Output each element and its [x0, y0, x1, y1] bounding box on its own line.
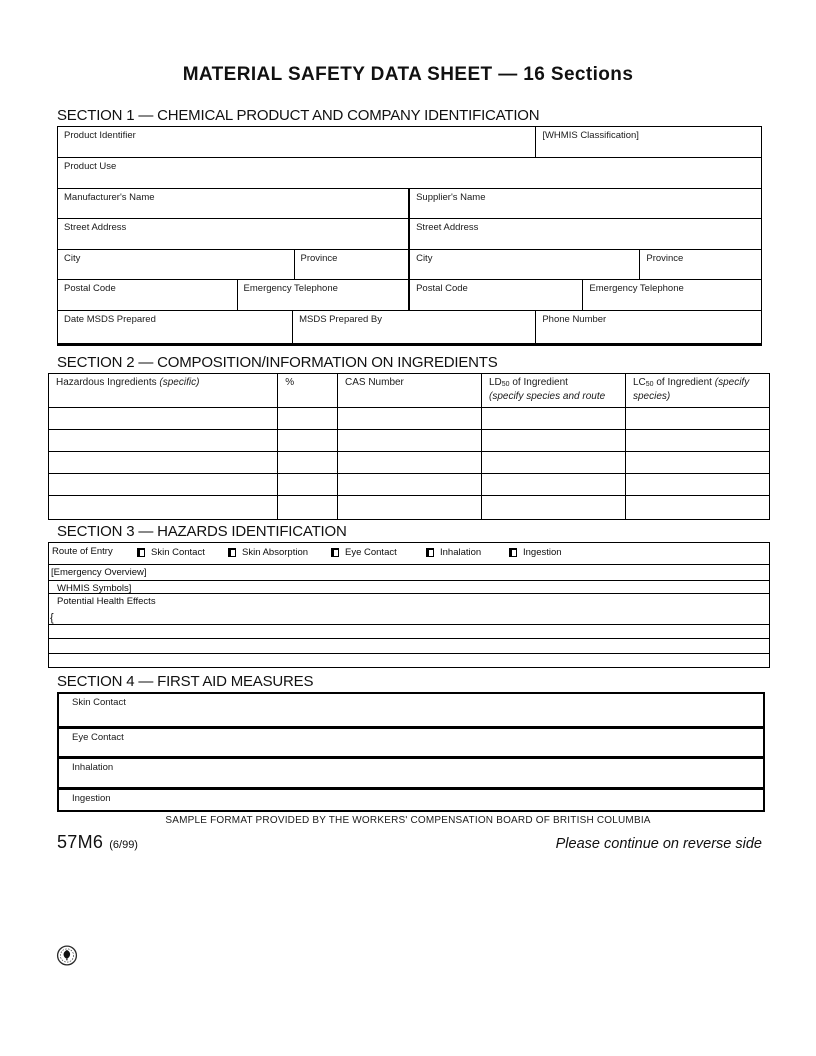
manufacturer-name-field[interactable]	[58, 189, 408, 218]
form-number	[57, 832, 138, 853]
emergency-telephone-label: Emergency Telephone	[589, 283, 684, 294]
skin-contact-label: Skin Contact	[72, 697, 126, 708]
city-left-field[interactable]	[58, 250, 294, 279]
ingredients-row	[49, 407, 769, 429]
route-option-ingestion[interactable]	[509, 547, 562, 558]
street-address-label: Street Address	[64, 222, 127, 233]
ingredients-row	[49, 451, 769, 473]
province-label: Province	[300, 253, 338, 264]
ingredient-cell[interactable]	[49, 408, 277, 429]
section-4-table	[57, 692, 765, 812]
hazards-blank-row[interactable]	[49, 653, 769, 667]
table-row	[58, 157, 761, 188]
route-of-entry-row	[49, 543, 769, 564]
ld50-cell[interactable]	[481, 452, 625, 473]
supplier-name-label: Supplier's Name	[416, 192, 486, 203]
ingredients-row	[49, 473, 769, 495]
route-option-eye-contact[interactable]	[331, 547, 397, 558]
cas-cell[interactable]	[337, 474, 481, 495]
ingredient-cell[interactable]	[49, 496, 277, 519]
ld50-cell[interactable]	[481, 496, 625, 519]
cas-cell[interactable]	[337, 408, 481, 429]
street-address-right-field[interactable]	[408, 219, 761, 249]
circular-emblem-icon	[56, 944, 78, 973]
table-row	[58, 188, 761, 218]
product-use-field[interactable]	[58, 158, 761, 188]
percent-cell[interactable]	[277, 408, 337, 429]
product-use-label: Product Use	[64, 161, 117, 172]
ingredients-row	[49, 495, 769, 519]
eye-contact-label: Eye Contact	[72, 732, 124, 743]
potential-health-effects-label: Potential Health Effects	[57, 596, 156, 607]
ingredients-row	[49, 429, 769, 451]
inhalation-label: Inhalation	[72, 762, 114, 773]
cas-cell[interactable]	[337, 496, 481, 519]
postal-code-right-field[interactable]	[408, 280, 582, 310]
msds-prepared-by-label: MSDS Prepared By	[299, 314, 382, 325]
table-row	[58, 249, 761, 279]
city-right-field[interactable]	[408, 250, 639, 279]
street-address-left-field[interactable]	[58, 219, 408, 249]
emergency-telephone-left-field[interactable]	[237, 280, 409, 310]
section-2-table	[48, 373, 770, 520]
ld50-cell[interactable]	[481, 474, 625, 495]
whmis-classification-field[interactable]	[535, 127, 761, 157]
ld50-cell[interactable]	[481, 408, 625, 429]
cas-cell[interactable]	[337, 452, 481, 473]
route-option-skin-contact[interactable]	[137, 547, 205, 558]
lc50-cell[interactable]	[625, 474, 769, 495]
ingredient-cell[interactable]	[49, 430, 277, 451]
msds-prepared-by-field[interactable]	[292, 311, 535, 343]
ld50-header: LD50 of Ingredient (specify species and route	[481, 374, 625, 407]
city-label: City	[64, 253, 81, 264]
product-identifier-label: Product Identifier	[64, 130, 136, 141]
ingredient-cell[interactable]	[49, 474, 277, 495]
first-aid-inhalation-field[interactable]	[57, 757, 765, 789]
phone-number-label: Phone Number	[542, 314, 607, 325]
potential-health-effects-field[interactable]	[49, 593, 769, 624]
route-option-label: Ingestion	[523, 547, 562, 558]
section-1-table	[57, 126, 762, 346]
emergency-telephone-label: Emergency Telephone	[243, 283, 338, 294]
postal-code-left-field[interactable]	[58, 280, 237, 310]
first-aid-eye-contact-field[interactable]	[57, 727, 765, 758]
section-3-table	[48, 542, 770, 668]
page-title: MATERIAL SAFETY DATA SHEET — 16 Sections	[182, 64, 634, 85]
date-msds-prepared-label: Date MSDS Prepared	[64, 314, 156, 325]
whmis-symbols-label: WHMIS Symbols]	[57, 583, 132, 594]
route-option-inhalation[interactable]	[426, 547, 481, 558]
percent-cell[interactable]	[277, 452, 337, 473]
cas-number-header: CAS Number	[337, 374, 481, 407]
date-msds-prepared-field[interactable]	[58, 311, 292, 343]
checkbox-icon[interactable]	[228, 548, 236, 557]
province-label: Province	[646, 253, 684, 264]
percent-cell[interactable]	[277, 496, 337, 519]
emergency-telephone-right-field[interactable]	[582, 280, 761, 310]
footer-row	[57, 832, 762, 853]
section-4-heading: SECTION 4 — FIRST AID MEASURES	[57, 673, 314, 690]
percent-header: %	[277, 374, 337, 407]
lc50-cell[interactable]	[625, 496, 769, 519]
checkbox-icon[interactable]	[331, 548, 339, 557]
hazards-blank-row[interactable]	[49, 624, 769, 638]
ld50-cell[interactable]	[481, 430, 625, 451]
whmis-classification-label: [WHMIS Classification]	[542, 130, 639, 141]
route-option-label: Eye Contact	[345, 547, 397, 558]
postal-code-label: Postal Code	[416, 283, 468, 294]
checkbox-icon[interactable]	[137, 548, 145, 557]
lc50-cell[interactable]	[625, 408, 769, 429]
first-aid-skin-contact-field[interactable]	[57, 692, 765, 728]
province-left-field[interactable]	[294, 250, 409, 279]
hazards-blank-row[interactable]	[49, 638, 769, 653]
table-row	[58, 310, 761, 343]
product-identifier-field[interactable]	[58, 127, 535, 157]
section-1-heading: SECTION 1 — CHEMICAL PRODUCT AND COMPANY IDENTIFICATION	[57, 107, 540, 124]
route-option-label: Skin Contact	[151, 547, 205, 558]
section-3-heading: SECTION 3 — HAZARDS IDENTIFICATION	[57, 523, 347, 540]
form-revision: (6/99)	[109, 839, 138, 851]
phone-number-field[interactable]	[535, 311, 761, 343]
route-option-label: Skin Absorption	[242, 547, 309, 558]
section-2-heading: SECTION 2 — COMPOSITION/INFORMATION ON INGREDIENTS	[57, 354, 498, 371]
lc50-cell[interactable]	[625, 452, 769, 473]
emergency-overview-label: [Emergency Overview]	[51, 567, 147, 578]
lc50-cell[interactable]	[625, 430, 769, 451]
lc50-header: LC50 of Ingredient (specify species)	[625, 374, 769, 407]
whmis-symbols-field[interactable]	[49, 580, 769, 593]
ingredient-cell[interactable]	[49, 452, 277, 473]
ingredients-header-row	[49, 374, 769, 407]
continue-on-reverse-note: Please continue on reverse side	[555, 836, 762, 852]
street-address-label: Street Address	[416, 222, 479, 233]
hazardous-ingredients-header: Hazardous Ingredients (specific)	[56, 377, 200, 388]
manufacturer-name-label: Manufacturer's Name	[64, 192, 155, 203]
emergency-overview-field[interactable]	[49, 564, 769, 580]
city-label: City	[416, 253, 433, 264]
table-row	[58, 279, 761, 310]
cas-cell[interactable]	[337, 430, 481, 451]
brace-mark: {	[50, 612, 54, 624]
checkbox-icon[interactable]	[426, 548, 434, 557]
province-right-field[interactable]	[639, 250, 761, 279]
table-row	[58, 127, 761, 157]
table-row	[58, 218, 761, 249]
route-of-entry-label: Route of Entry	[52, 546, 113, 557]
sample-format-note: SAMPLE FORMAT PROVIDED BY THE WORKERS' COMPENSATION BOARD OF BRITISH COLUMBIA	[165, 815, 651, 826]
checkbox-icon[interactable]	[509, 548, 517, 557]
route-option-label: Inhalation	[440, 547, 482, 558]
first-aid-ingestion-field[interactable]	[57, 788, 765, 812]
route-option-skin-absorption[interactable]	[228, 547, 308, 558]
form-code: 57M6	[57, 832, 104, 852]
supplier-name-field[interactable]	[408, 189, 761, 218]
percent-cell[interactable]	[277, 430, 337, 451]
percent-cell[interactable]	[277, 474, 337, 495]
postal-code-label: Postal Code	[64, 283, 116, 294]
ingestion-label: Ingestion	[72, 793, 111, 804]
